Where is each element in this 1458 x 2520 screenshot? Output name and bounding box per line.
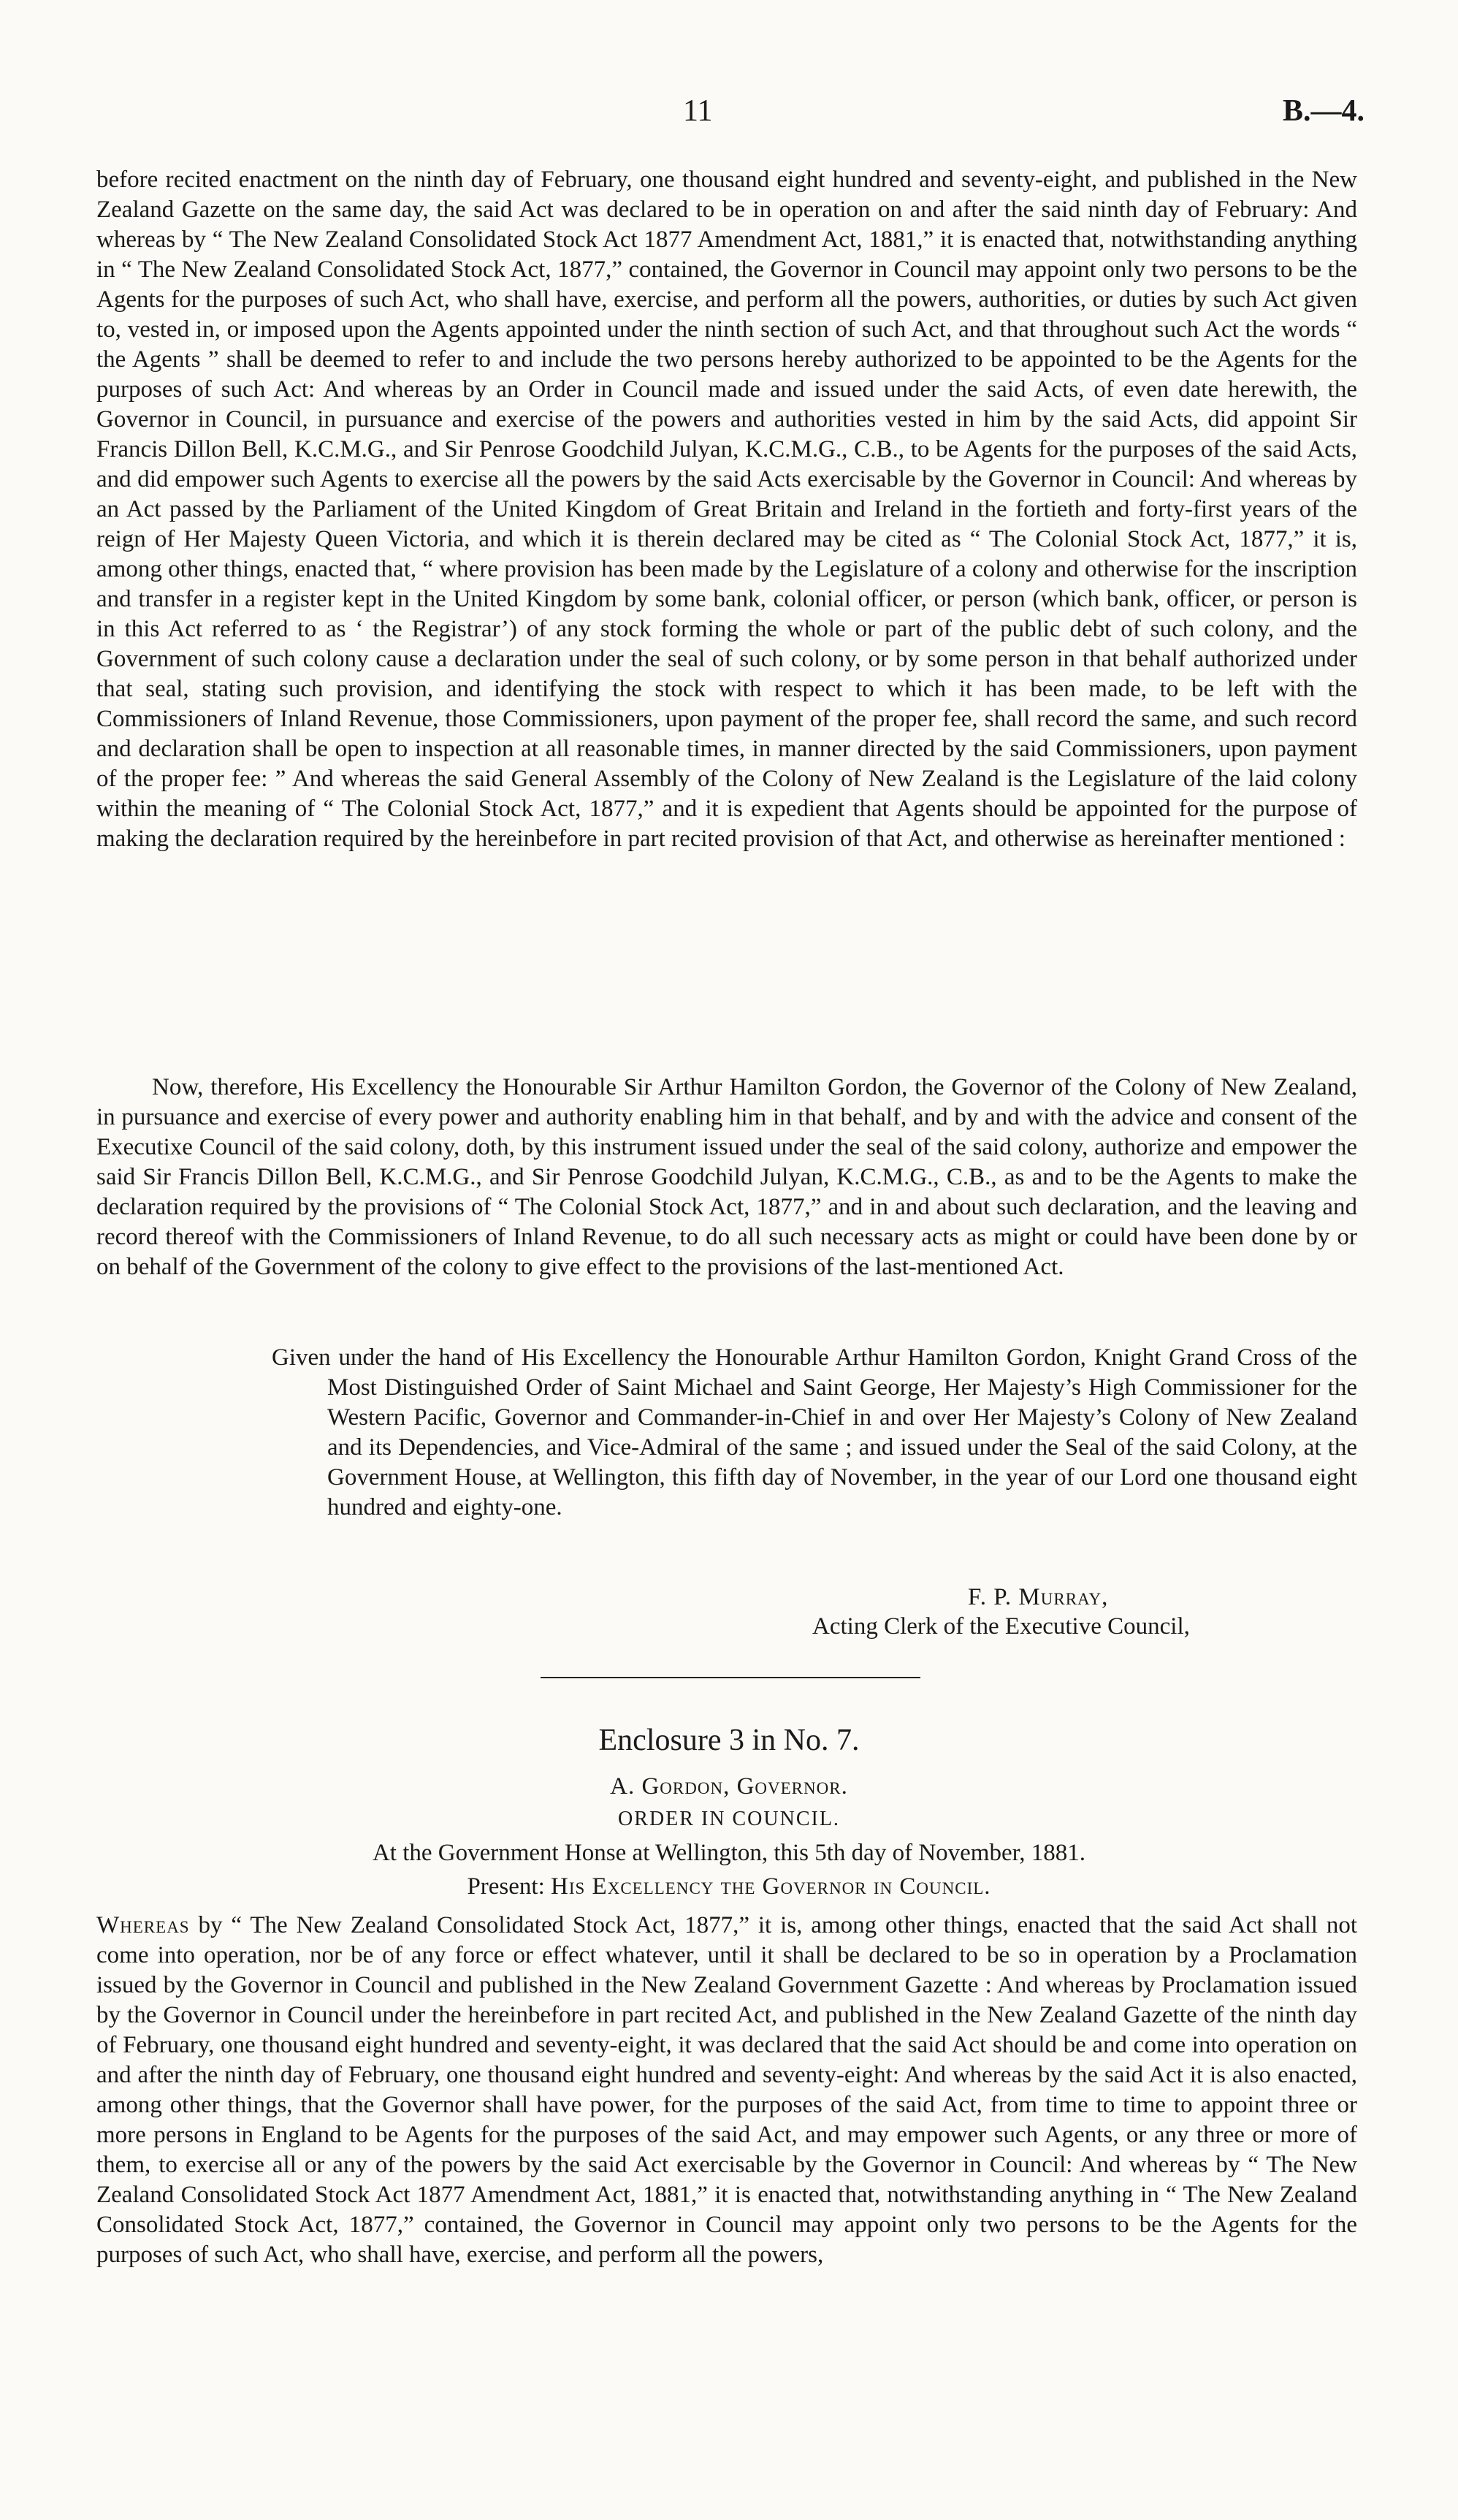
place-date-line: At the Government Honse at Wellington, this 5th day of November, 1881. bbox=[372, 1840, 1086, 1866]
page-header bbox=[0, 94, 1458, 137]
signatory-title: Acting Clerk of the Executive Council, bbox=[812, 1613, 1190, 1640]
enclosure-paragraph-text: by “ The New Zealand Consolidated Stock Act, 1877,” it is, among other things, enacted that the said Act shall not come into operation, nor be of any force or effect whatever, until it shall be declared to be so in operation by a Proclamation issued by the Governor in Council and published in the New Zealand Government Gazette : And whereas by Proclamation issued by the Governor in Council under the hereinbefore in part recited Act, and published in the New Zealand Gazette of the ninth day of February, one thousand eight hundred and seventy-eight, it was declared that the said Act should be and come into operation on and after the ninth day of February, one thousand eight hundred and seventy-eight: And whereas by the said Act it is also enacted, among other things, that the Governor shall have power, for the purposes of the said Act, from time to time to appoint three or more persons in England to be Agents for the purposes of the said Act, and may empower such Agents, or any three or more of them, to exercise all or any of the powers by the said Act exercisable by the Governor in Council: And whereas by “ The New Zealand Consolidated Stock Act 1877 Amendment Act, 1881,” it is enacted that, notwithstanding anything in “ The New Zealand Consolidated Stock Act, 1877,” contained, the Governor in Council may appoint only two persons to be the Agents for the purposes of such Act, who shall have, exercise, and perform all the powers, bbox=[96, 1912, 1357, 2268]
page-number: 11 bbox=[683, 94, 713, 128]
order-heading: ORDER IN COUNCIL. bbox=[618, 1808, 840, 1830]
present-value: His Excellency the Governor in Council. bbox=[551, 1873, 991, 1900]
opening-word: Whereas bbox=[96, 1912, 190, 1938]
signatory-name: F. P. Murray, bbox=[968, 1584, 1109, 1610]
governor-line: A. Gordon, Governor. bbox=[610, 1773, 848, 1800]
present-line bbox=[0, 1873, 1458, 1900]
present-label: Present: bbox=[467, 1873, 545, 1900]
section-divider bbox=[541, 1677, 920, 1678]
enclosure-title: Enclosure 3 in No. 7. bbox=[598, 1724, 860, 1757]
enclosure-paragraph bbox=[96, 1911, 1357, 2270]
document-reference: B.—4. bbox=[1282, 94, 1365, 128]
given-under-clause: Given under the hand of His Excellency the Honourable Arthur Hamilton Gordon, Knight Grand Cross of the Most Distinguished Order of Saint Michael and Saint George, Her Majesty’s High Commissioner for the Western Pacific, Governor and Commander-in-Chief in and over Her Majesty’s Colony of New Zealand and its Dependencies, and Vice-Admiral of the same ; and issued under the Seal of the said Colony, at the Government House, at Wellington, this fifth day of November, in the year of our Lord one thousand eight hundred and eighty-one. bbox=[272, 1344, 1357, 1520]
paragraph-now-therefore: Now, therefore, His Excellency the Honourable Sir Arthur Hamilton Gordon, the Governor of the Colony of New Zealand, in pursuance and exercise of every power and authority enabling him in that behalf, and by and with the advice and consent of the Executixe Council of the said colony, doth, by this instrument issued under the seal of the said colony, authorize and empower the said Sir Francis Dillon Bell, K.C.M.G., and Sir Penrose Goodchild Julyan, K.C.M.G., C.B., as and to be the Agents to make the declaration required by the provisions of “ The Colonial Stock Act, 1877,” and in and about such declaration, and the leaving and record thereof with the Commissioners of Inland Revenue, to do all such necessary acts as might or could have been done by or on behalf of the Government of the colony to give effect to the provisions of the last-mentioned Act. bbox=[96, 1074, 1357, 1280]
paragraph-continued: before recited enactment on the ninth day of February, one thousand eight hundred and seventy-eight, and published in the New Zealand Gazette on the same day, the said Act was declared to be in operation on and after the said ninth day of February: And whereas by “ The New Zealand Consolidated Stock Act 1877 Amendment Act, 1881,” it is enacted that, notwithstanding anything in “ The New Zealand Consolidated Stock Act, 1877,” contained, the Governor in Council may appoint only two persons to be the Agents for the purposes of such Act, who shall have, exercise, and perform all the powers, authorities, or duties by such Act given to, vested in, or imposed upon the Agents appointed under the ninth section of such Act, and that throughout such Act the words “ the Agents ” shall be deemed to refer to and include the two persons hereby authorized to be appointed to be the Agents for the purposes of such Act: And whereas by an Order in Council made and issued under the said Acts, of even date herewith, the Governor in Council, in pursuance and exercise of the powers and authorities vested in him by the said Acts, did appoint Sir Francis Dillon Bell, K.C.M.G., and Sir Penrose Goodchild Julyan, K.C.M.G., C.B., to be Agents for the purposes of the said Acts, and did empower such Agents to exercise all the powers by the said Acts exercisable by the Governor in Council: And whereas by an Act passed by the Parliament of the United Kingdom of Great Britain and Ireland in the fortieth and forty-first years of the reign of Her Majesty Queen Victoria, and which it is therein declared may be cited as “ The Colonial Stock Act, 1877,” it is, among other things, enacted that, “ where provision has been made by the Legislature of a colony and otherwise for the inscription and transfer in a register kept in the United Kingdom by some bank, colonial officer, or person (which bank, officer, or person is in this Act referred to as ‘ the Registrar’) of any stock forming the whole or part of the public debt of such colony, and the Government of such colony cause a declaration under the seal of such colony, or by some person in that behalf authorized under that seal, stating such provision, and identifying the stock with respect to which it has been made, to be left with the Commissioners of Inland Revenue, those Commissioners, upon payment of the proper fee, shall record the same, and such record and declaration shall be open to inspection at all reasonable times, in manner directed by the said Commissioners, upon payment of the proper fee: ” And whereas the said General Assembly of the Colony of New Zealand is the Legislature of the laid colony within the meaning of “ The Colonial Stock Act, 1877,” and it is expedient that Agents should be appointed for the purpose of making the declaration required by the hereinbefore in part recited provision of that Act, and otherwise as hereinafter mentioned : bbox=[96, 167, 1357, 852]
